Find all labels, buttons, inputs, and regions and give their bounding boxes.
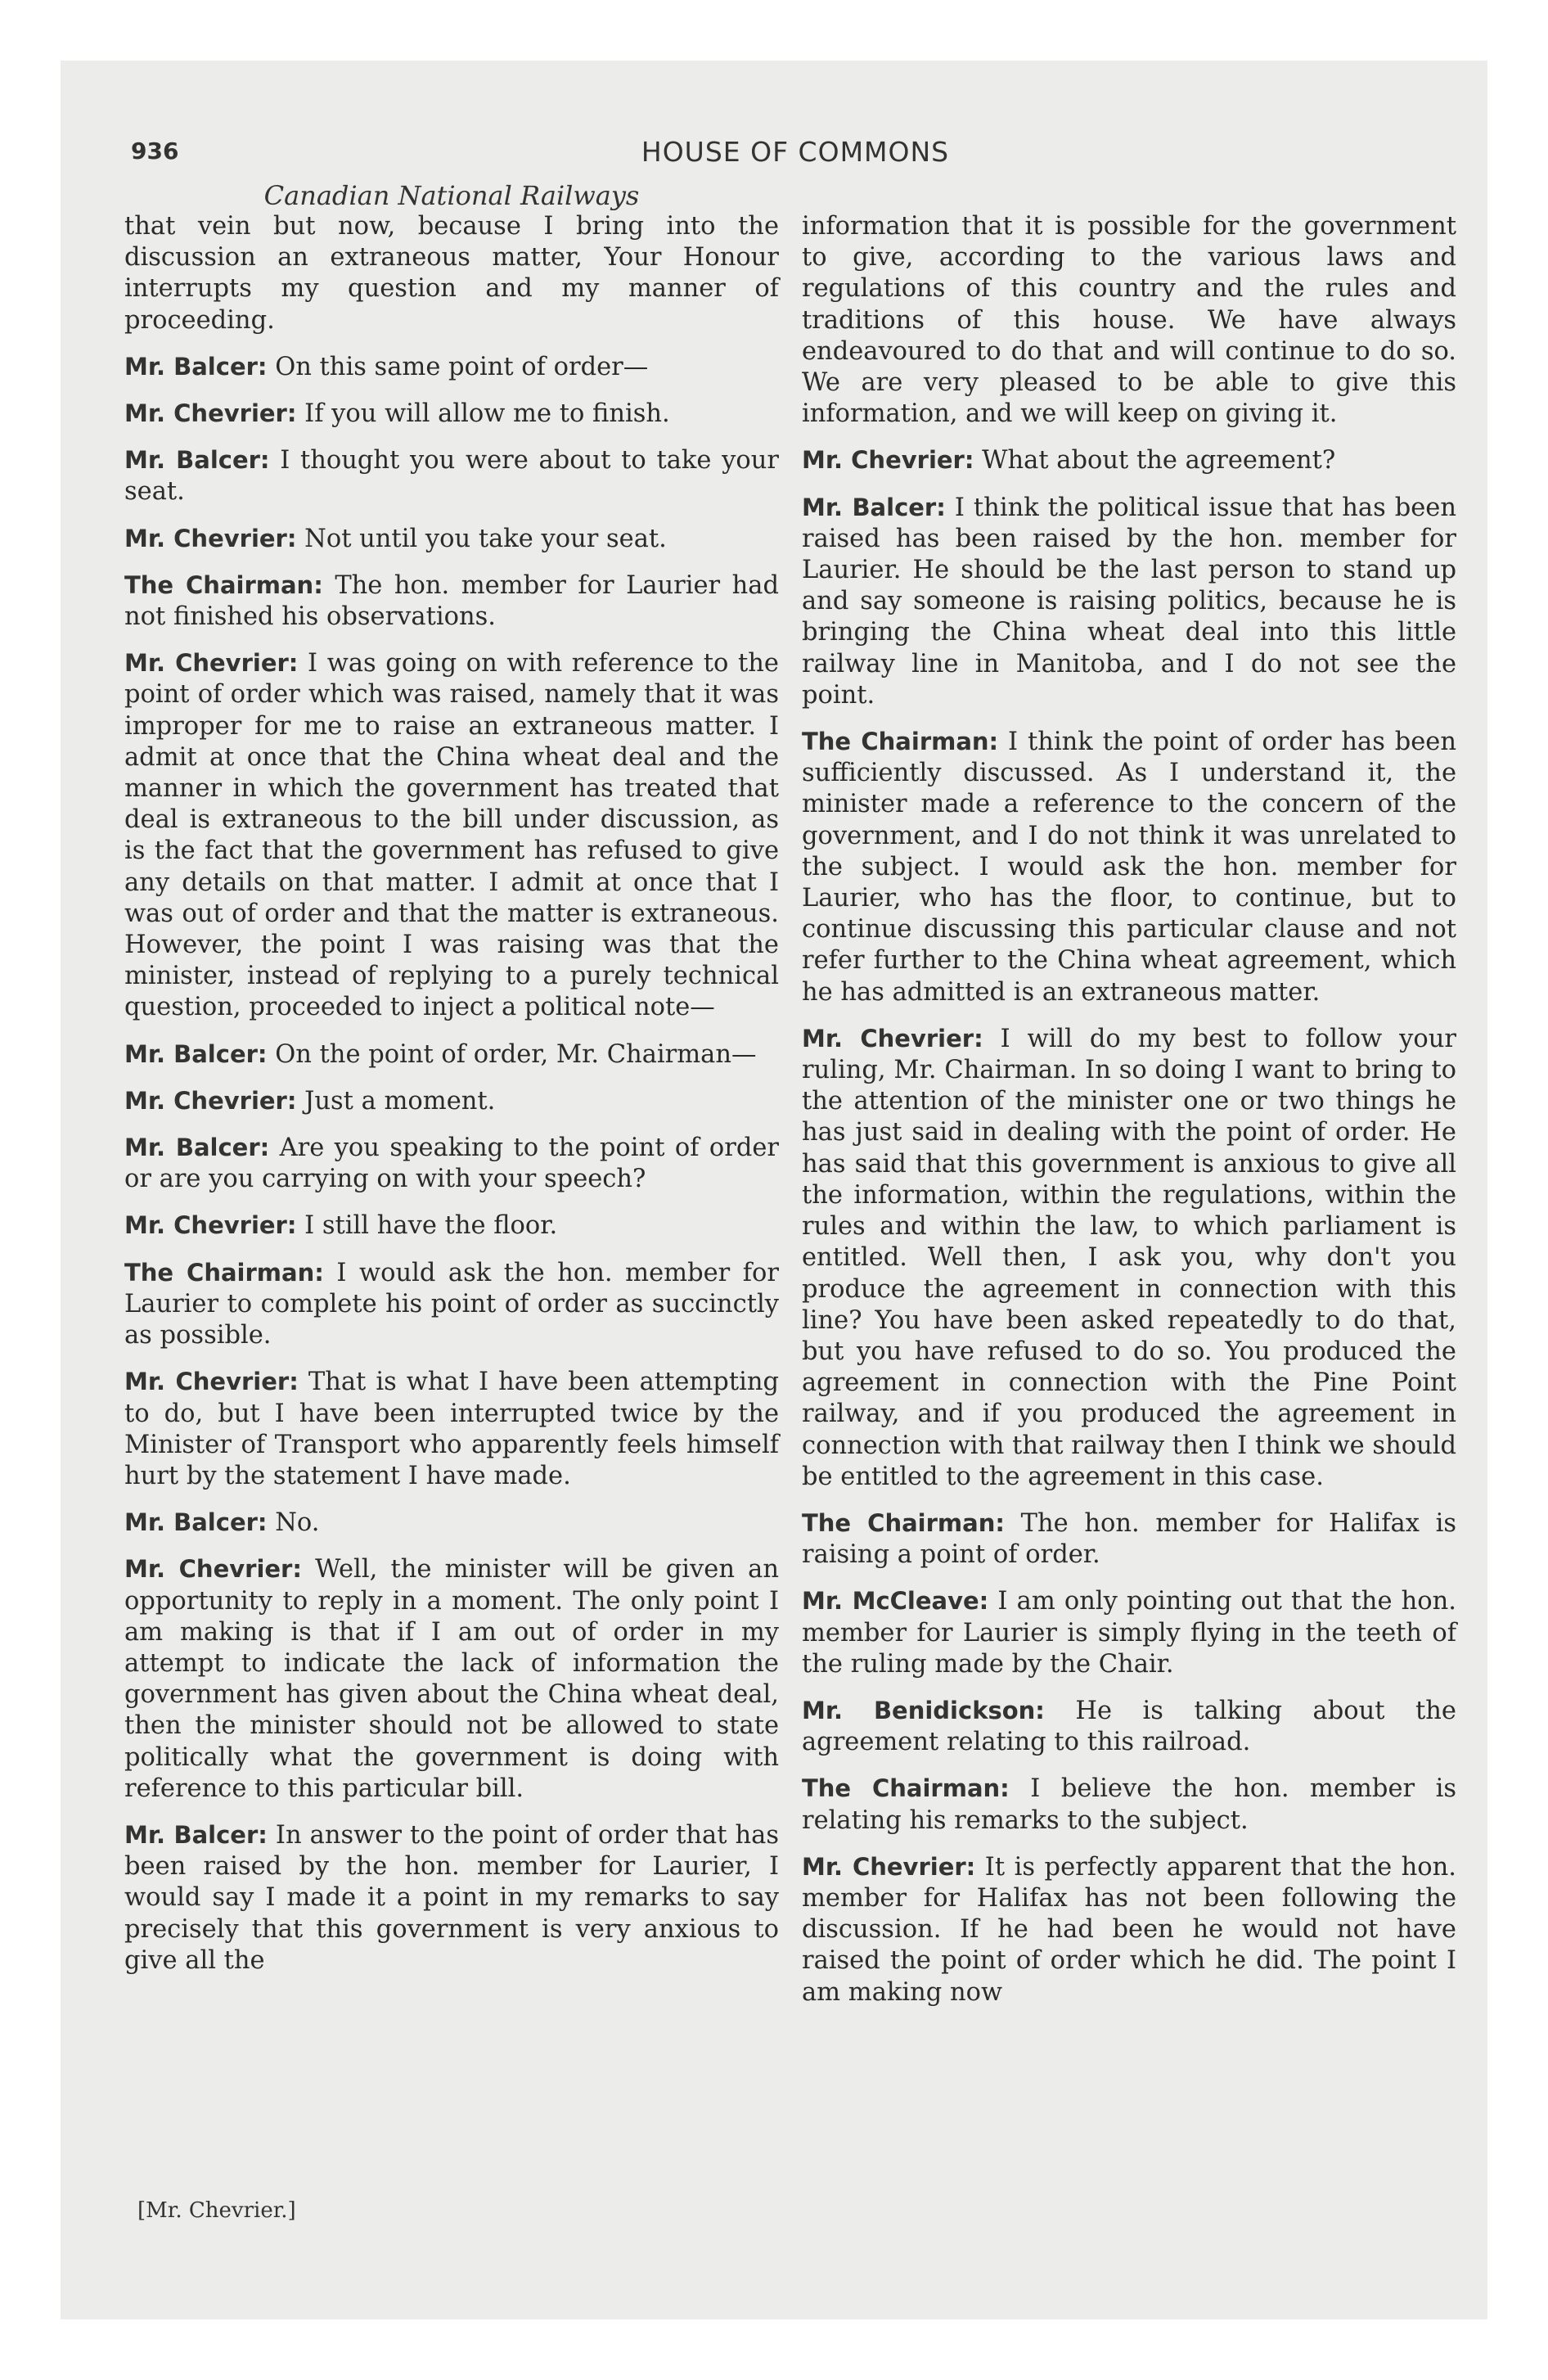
speaker-name: Mr. Balcer: — [802, 493, 946, 521]
left-column — [124, 211, 779, 1991]
speaker-name: Mr. Chevrier: — [124, 1211, 297, 1240]
paragraph-text: No. — [267, 1508, 320, 1538]
speaker-name: Mr. Balcer: — [124, 1508, 268, 1537]
paragraph-text: The hon. member for Halifax is raising a point of order. — [802, 1508, 1456, 1570]
paragraph — [124, 1553, 779, 1805]
paragraph — [124, 398, 779, 430]
paragraph — [124, 1507, 779, 1539]
paragraph-text: Not until you take your seat. — [296, 524, 667, 553]
speaker-name: Mr. Balcer: — [124, 352, 268, 381]
paragraph-text: In answer to the point of order that has been raised by the hon. member for Laurier, I would say I made it a point in my remarks to say precisely that this government is very anxious to give all the — [124, 1820, 779, 1975]
paragraph-text: I think the point of order has been sufficiently discussed. As I understand it, the minister made a reference to the concern of the government, and I do not think it was unrelated to the subject. I would ask the hon. member for Laurier, who has the floor, to continue, but to continue discussing this particular clause and not refer further to the China wheat agreement, which he has admitted is an extraneous matter. — [802, 728, 1457, 1007]
paragraph-text: What about the agreement? — [974, 446, 1336, 476]
paragraph-text: That is what I have been attempting to do, but I have been interrupted twice by the Minister of Transport who apparently feels himself hurt by the statement I have made. — [124, 1368, 779, 1490]
paragraph — [802, 1508, 1456, 1571]
page-number: 936 — [131, 137, 179, 165]
paragraph — [802, 492, 1456, 711]
running-head: Canadian National Railways — [263, 180, 640, 211]
paragraph-text: that vein but now, because I bring into the discussion an extraneous matter, Your Honour interrupts my question and my manner of proceeding. — [124, 212, 779, 335]
speaker-name: Mr. Benidickson: — [802, 1696, 1045, 1724]
paragraph — [802, 444, 1456, 476]
paragraph — [802, 1695, 1456, 1758]
paragraph — [802, 1585, 1456, 1680]
speaker-name: Mr. Chevrier: — [124, 649, 299, 678]
paragraph — [802, 1851, 1456, 2008]
paragraph-text: If you will allow me to finish. — [296, 399, 670, 429]
paragraph-text: I was going on with reference to the point of order which was raised, namely that it was improper for me to raise an extraneous matter. I admit at once that the China wheat deal and the manner in which the government has treated that deal is extraneous to the bill under discussion, as is the fact that the government has refused to give any details on that matter. I admit at once that I was out of order and that the matter is extraneous. However, the point I was raising was that the minister, instead of replying to a purely technical question, proceeded to inject a political note— — [124, 649, 779, 1022]
speaker-name: Mr. McCleave: — [802, 1587, 989, 1616]
paragraph-text: I believe the hon. member is relating his remarks to the subject. — [802, 1774, 1456, 1835]
paragraph-text: I would ask the hon. member for Laurier to complete his point of order as succinctly as possible. — [124, 1258, 779, 1350]
paragraph-text: The hon. member for Laurier had not finished his observations. — [124, 570, 779, 632]
paragraph — [802, 211, 1456, 430]
paragraph — [124, 570, 779, 633]
speaker-name: The Chairman: — [802, 1774, 1010, 1803]
paragraph-text: I still have the floor. — [296, 1211, 558, 1241]
speaker-name: Mr. Chevrier: — [802, 446, 974, 475]
paragraph — [124, 1210, 779, 1242]
paragraph-text: On the point of order, Mr. Chairman— — [267, 1039, 757, 1069]
paragraph — [124, 1819, 779, 1977]
paragraph — [124, 351, 779, 383]
speaker-name: Mr. Chevrier: — [124, 524, 297, 552]
speaker-name: Mr. Balcer: — [124, 1039, 268, 1068]
speaker-name: Mr. Chevrier: — [802, 1852, 976, 1881]
paragraph-text: On this same point of order— — [267, 352, 649, 381]
speaker-name: Mr. Chevrier: — [802, 1024, 983, 1053]
paragraph-text: Well, the minister will be given an opportunity to reply in a moment. The only point I am making is that if I am out of order in my attempt to indicate the lack of information the government has given about the China wheat deal, then the minister should not be allowed to state politically what the government is doing with reference to this particular bill. — [124, 1555, 779, 1803]
right-column — [802, 211, 1456, 2023]
paragraph — [124, 444, 779, 507]
paragraph — [124, 1257, 779, 1352]
speaker-name: The Chairman: — [802, 1508, 1005, 1537]
paragraph-text: He is talking about the agreement relating to this railroad. — [802, 1696, 1456, 1757]
paragraph — [802, 1023, 1456, 1493]
speaker-name: The Chairman: — [124, 570, 323, 599]
speaker-name: Mr. Balcer: — [124, 1820, 268, 1849]
paragraph-text: I am only pointing out that the hon. member for Laurier is simply flying in the teeth of the ruling made by the Chair. — [802, 1587, 1456, 1679]
paragraph-text: It is perfectly apparent that the hon. member for Halifax has not been following the discussion. If he had been he would not have raised the point of order which he did. The point I am making now — [802, 1852, 1456, 2007]
paragraph — [124, 1132, 779, 1195]
speaker-name: Mr. Chevrier: — [124, 1555, 302, 1584]
page-title: HOUSE OF COMMONS — [641, 136, 950, 168]
page-header — [124, 136, 1466, 177]
speaker-name: Mr. Chevrier: — [124, 1368, 299, 1396]
paragraph — [124, 1085, 779, 1117]
paragraph-text: Are you speaking to the point of order or are you carrying on with your speech? — [124, 1134, 779, 1194]
paragraph — [124, 1366, 779, 1492]
paragraph — [124, 1039, 779, 1071]
paragraph-text: I think the political issue that has been raised has been raised by the hon. member for Laurier. He should be the last person to stand up and say someone is raising politics, because he is bringing the China wheat deal into this little railway line in Manitoba, and I do not see the point. — [802, 493, 1457, 710]
speaker-name: The Chairman: — [124, 1258, 324, 1287]
paragraph-text: Just a moment. — [296, 1086, 496, 1116]
paragraph — [124, 647, 779, 1023]
speaker-name: Mr. Chevrier: — [124, 1086, 297, 1115]
paragraph — [802, 726, 1456, 1008]
speaker-name: Mr. Balcer: — [124, 1134, 270, 1162]
paragraph-text: information that it is possible for the government to give, according to the various laws and regulations of this country and the rules and traditions of this house. We have always endeavoured to do that and will continue to do so. We are very pleased to be able to give this information, and we will keep on giving it. — [802, 212, 1456, 429]
paragraph — [124, 211, 779, 336]
footer-note: [Mr. Chevrier.] — [137, 2198, 296, 2223]
paragraph-text: I will do my best to follow your ruling, Mr. Chairman. In so doing I want to bring to the attention of the minister one or two things he has just said in dealing with the point of order. He has said that this government is anxious to give all the information, within the regulations, within the rules and within the law, to which parliament is entitled. Well then, I ask you, why don't you produce the agreement in connection with this line? You have been asked repeatedly to do that, but you have refused to do so. You produced the agreement in connection with the Pine Point railway, and if you produced the agreement in connection with that railway then I think we should be entitled to the agreement in this case. — [802, 1024, 1456, 1491]
speaker-name: Mr. Balcer: — [124, 446, 270, 475]
speaker-name: The Chairman: — [802, 728, 999, 756]
paragraph — [802, 1773, 1456, 1836]
paragraph-text: I thought you were about to take your seat. — [124, 446, 779, 507]
paragraph — [124, 523, 779, 555]
speaker-name: Mr. Chevrier: — [124, 399, 297, 428]
